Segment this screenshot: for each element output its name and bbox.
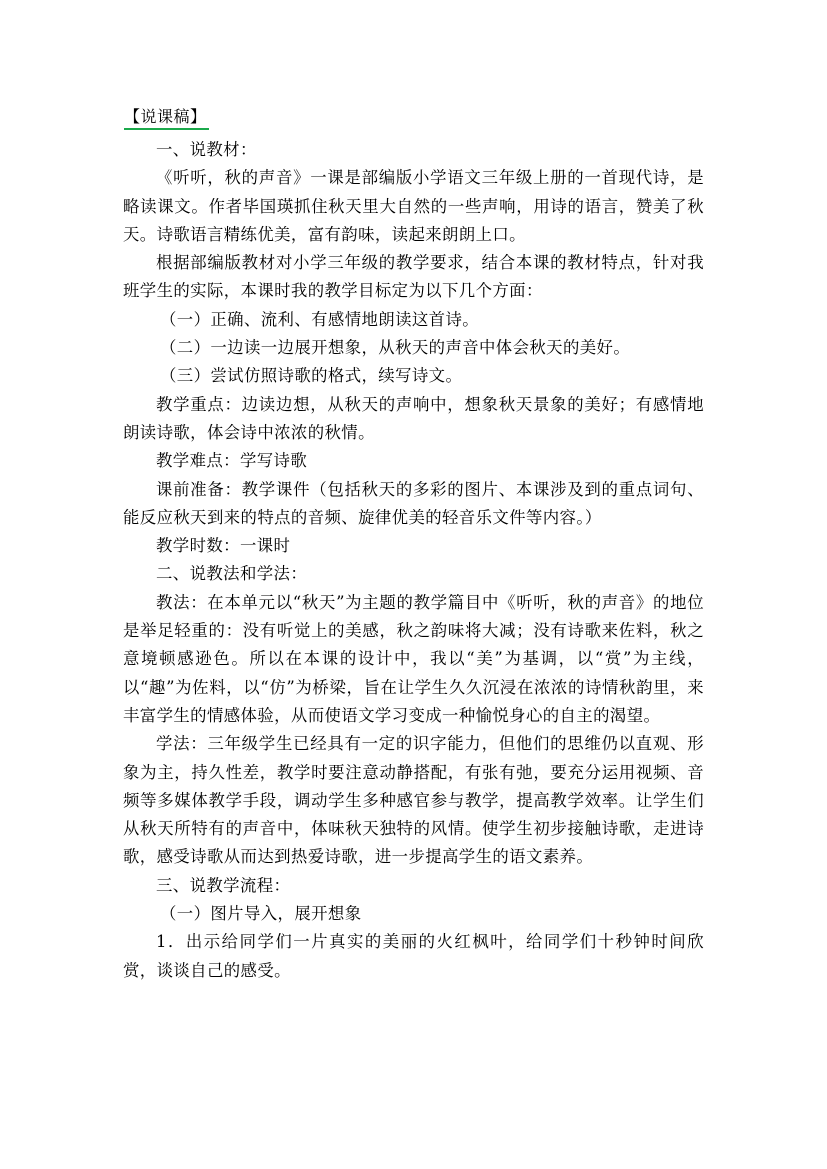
process-step-heading-1: （一）图片导入，展开想象 xyxy=(160,904,362,924)
goal-item-3: （三）尝试仿照诗歌的格式，续写诗文。 xyxy=(160,366,463,386)
paragraph-textbook-intro: 《听听，秋的声音》一课是部编版小学语文三年级上册的一首现代诗，是略读课文。作者毕国瑛抓住秋天里大自然的一些声响，用诗的语言，赞美了秋天。诗歌语言精练优美，富有韵味，读起来朗朗上口。 xyxy=(123,168,704,244)
paragraph-class-hours: 教学时数：一课时 xyxy=(156,536,291,556)
goal-item-1: （一）正确、流利、有感情地朗读这首诗。 xyxy=(160,309,480,329)
section-heading-textbook: 一、说教材： xyxy=(156,140,257,159)
section-heading-process: 三、说教学流程： xyxy=(156,875,291,895)
paragraph-learning-method: 学法：三年级学生已经具有一定的识字能力，但他们的思维仍以直观、形象为主，持久性差，教学时要注意动静搭配，有张有弛，要充分运用视频、音频等多媒体教学手段，调动学生多种感官参与教学，提高教学效率。让学生们从秋天所特有的声音中，体味秋天独特的风情。使学生初步接触诗歌，走进诗歌，感受诗歌从而达到热爱诗歌，进一步提高学生的语文素养。 xyxy=(123,734,704,867)
document-body xyxy=(123,136,704,985)
paragraph-difficulties: 教学难点：学写诗歌 xyxy=(156,451,308,471)
paragraph-preparation: 课前准备：教学课件（包括秋天的多彩的图片、本课涉及到的重点词句、能反应秋天到来的特点的音频、旋律优美的轻音乐文件等内容。） xyxy=(123,479,704,527)
section-heading-methods: 二、说教法和学法： xyxy=(156,564,308,584)
paragraph-key-points: 教学重点：边读边想，从秋天的声响中，想象秋天景象的美好；有感情地朗读诗歌，体会诗中浓浓的秋情。 xyxy=(123,394,704,442)
document-heading: 【说课稿】 xyxy=(124,107,207,126)
goal-item-2: （二）一边读一边展开想象，从秋天的声音中体会秋天的美好。 xyxy=(160,338,631,358)
process-step-1-item-1: 1．出示给同学们一片真实的美丽的火红枫叶，给同学们十秒钟时间欣赏，谈谈自己的感受。 xyxy=(123,932,704,980)
paragraph-teaching-goals-intro: 根据部编版教材对小学三年级的教学要求，结合本课的教材特点，针对我班学生的实际，本课时我的教学目标定为以下几个方面： xyxy=(123,253,704,301)
heading-underline xyxy=(124,128,209,130)
paragraph-teaching-method: 教法：在本单元以“秋天”为主题的教学篇目中《听听，秋的声音》的地位是举足轻重的：没有听觉上的美感，秋之韵味将大减；没有诗歌来佐料，秋之意境顿感逊色。所以在本课的设计中，我以“美”为基调，以“赏”为主线，以“趣”为佐料，以“仿”为桥梁，旨在让学生久久沉浸在浓浓的诗情秋韵里，来丰富学生的情感体验，从而使语文学习变成一种愉悦身心的自主的渴望。 xyxy=(123,592,704,725)
